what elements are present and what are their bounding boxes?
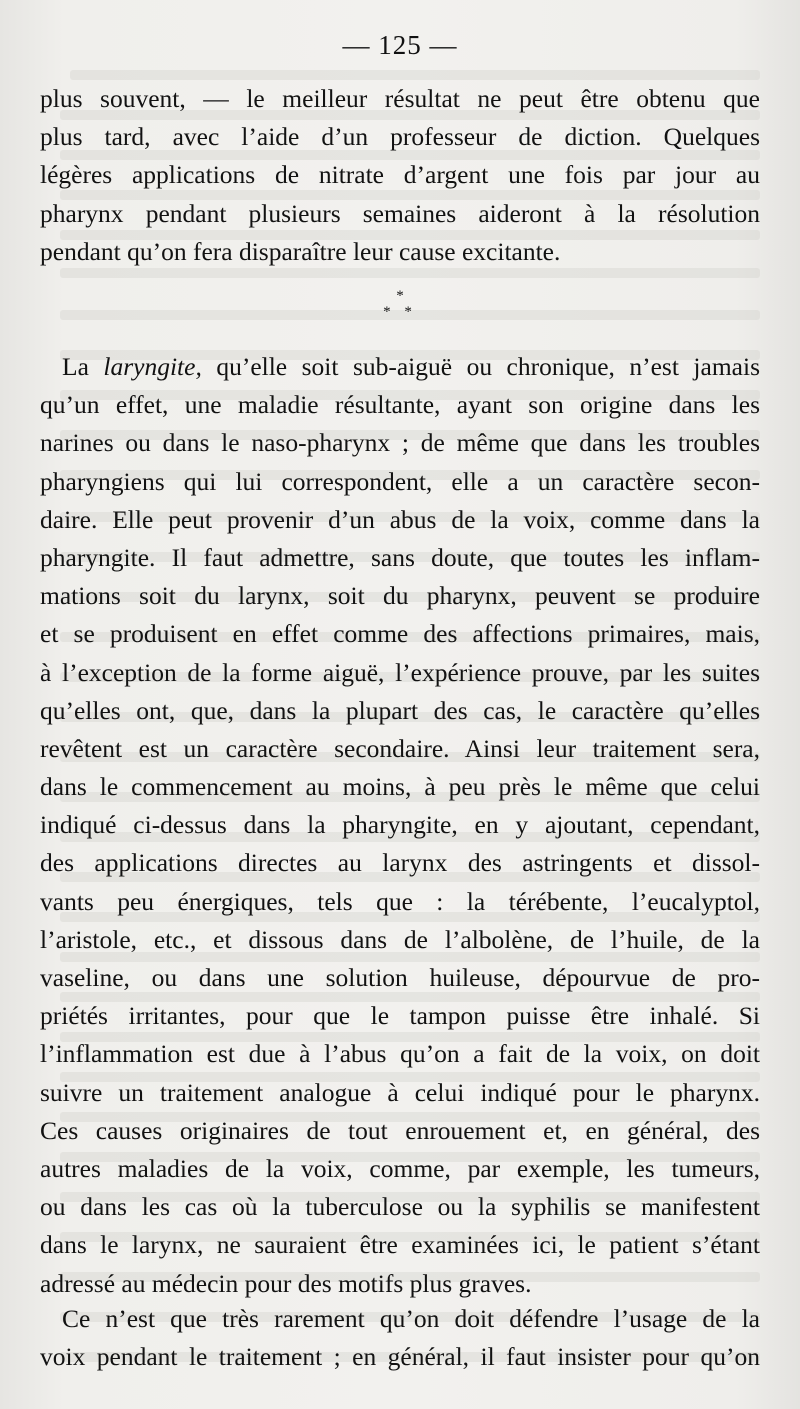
text-line: plus tard, avec l’aide d’un professeur de diction. Quelques xyxy=(40,122,760,152)
text-line: indiqué ci-dessus dans la pharyngite, en y ajoutant, cependant, xyxy=(40,810,760,840)
italic-term: laryngite, xyxy=(103,352,202,381)
text-line-first xyxy=(40,348,760,386)
paragraph-laryngite xyxy=(40,348,760,1303)
page-number: — 125 — xyxy=(342,30,458,60)
paragraph-voice-rest xyxy=(40,1300,760,1376)
text-line: pendant qu’on fera disparaître leur cause excitante. xyxy=(40,236,561,266)
text-line: pharyngiens qui lui correspondent, elle a un caractère secon- xyxy=(40,466,760,496)
text-line: dans le commencement au moins, à peu près le même que celui xyxy=(40,772,760,802)
lead-word: La xyxy=(62,352,104,381)
line-rest: qu’elle soit sub-aiguë ou chronique, n’est jamais xyxy=(201,352,760,381)
text-line: l’inflammation est due à l’abus qu’on a fait de la voix, on doit xyxy=(40,1039,760,1069)
text-line: vants peu énergiques, tels que : la térébente, l’eucalyptol, xyxy=(40,886,760,916)
text-line: dans le larynx, ne sauraient être examinées ici, le patient s’étant xyxy=(40,1230,760,1260)
text-line: et se produisent en effet comme des affections primaires, mais, xyxy=(40,619,760,649)
text-line: suivre un traitement analogue à celui indiqué pour le pharynx. xyxy=(40,1077,760,1107)
asterism-top-star: * xyxy=(396,288,404,304)
text-line: pharyngite. Il faut admettre, sans doute, que toutes les inflam- xyxy=(40,542,760,572)
text-line: qu’un effet, une maladie résultante, ayant son origine dans les xyxy=(40,390,760,420)
text-line: adressé au médecin pour des motifs plus graves. xyxy=(40,1268,532,1298)
text-line: narines ou dans le naso-pharynx ; de même que dans les troubles xyxy=(40,428,760,458)
text-line: Ces causes originaires de tout enrouement et, en général, des xyxy=(40,1115,760,1145)
text-line: mations soit du larynx, soit du pharynx, peuvent se produire xyxy=(40,581,760,611)
text-line: Ce n’est que très rarement qu’on doit défendre l’usage de la xyxy=(62,1304,760,1333)
text-line: ou dans les cas où la tuberculose ou la syphilis se manifestent xyxy=(40,1192,760,1222)
text-line: autres maladies de la voix, comme, par exemple, les tumeurs, xyxy=(40,1153,760,1183)
paragraph-continuation xyxy=(40,80,760,271)
text-line: des applications directes au larynx des astringents et dissol- xyxy=(40,848,760,878)
asterism-bottom-stars: * * xyxy=(383,304,417,320)
text-line: à l’exception de la forme aiguë, l’expérience prouve, par les suites xyxy=(40,657,760,687)
text-line: revêtent est un caractère secondaire. Ainsi leur traitement sera, xyxy=(40,733,760,763)
text-line: qu’elles ont, que, dans la plupart des cas, le caractère qu’elles xyxy=(40,695,760,725)
text-line: légères applications de nitrate d’argent une fois par jour au xyxy=(40,160,760,190)
text-line: pharynx pendant plusieurs semaines aideront à la résolution xyxy=(40,198,760,228)
text-line: l’aristole, etc., et dissous dans de l’albolène, de l’huile, de la xyxy=(40,924,760,954)
text-line: vaseline, ou dans une solution huileuse, dépourvue de pro- xyxy=(40,963,760,992)
text-line: voix pendant le traitement ; en général, il faut insister pour qu’on xyxy=(40,1342,760,1372)
text-line: daire. Elle peut provenir d’un abus de la voix, comme dans la xyxy=(40,504,760,534)
text-line: plus souvent, — le meilleur résultat ne peut être obtenu que xyxy=(40,84,760,113)
text-line: priétés irritantes, pour que le tampon puisse être inhalé. Si xyxy=(40,1001,760,1031)
